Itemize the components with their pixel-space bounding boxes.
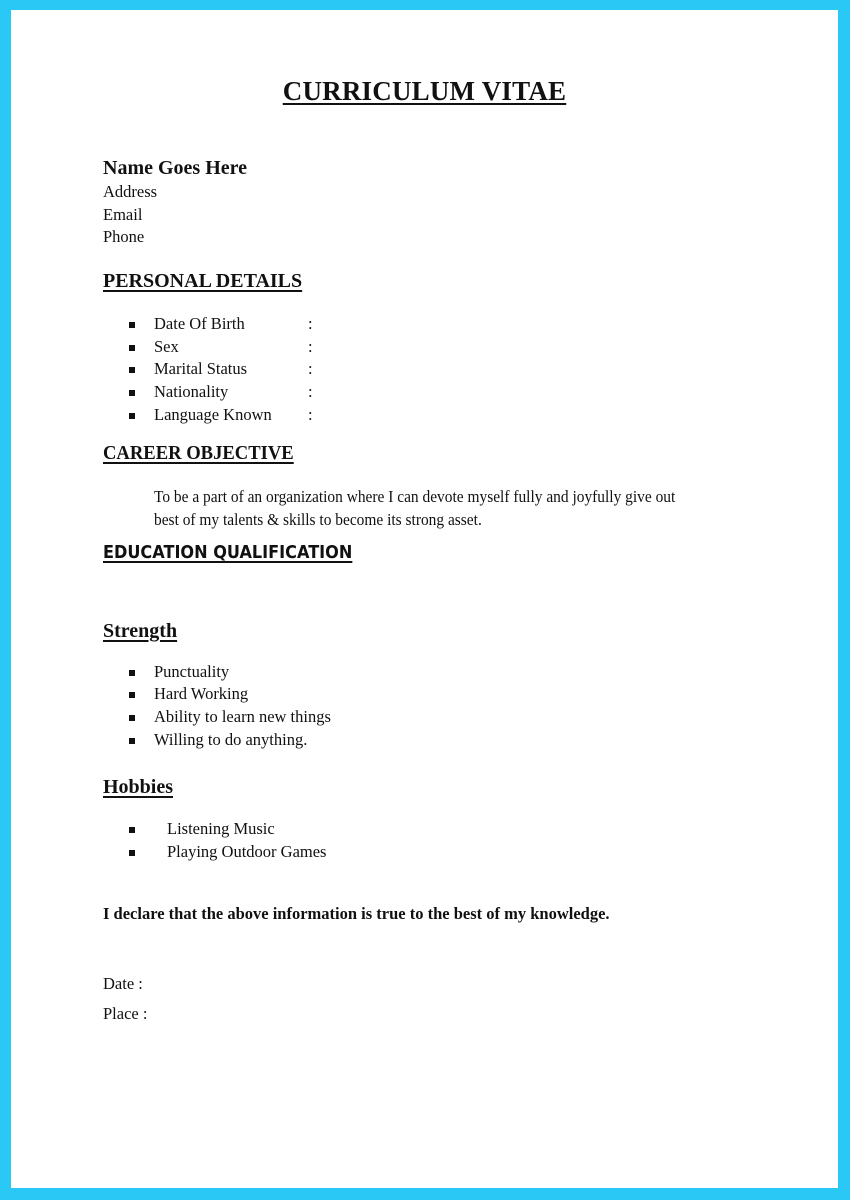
career-objective-text: [154, 485, 675, 531]
place-label: Place :: [103, 1004, 148, 1023]
square-bullet-icon: [129, 413, 135, 419]
square-bullet-icon: [129, 345, 135, 351]
square-bullet-icon: [129, 738, 135, 744]
strength-item: Punctuality: [154, 662, 230, 681]
hobbies-heading: Hobbies: [103, 776, 174, 798]
square-bullet-icon: [129, 850, 135, 856]
hobby-item: Listening Music: [167, 819, 275, 838]
detail-label: Sex: [154, 337, 179, 356]
strength-item: Hard Working: [154, 684, 249, 703]
cv-page: [11, 10, 838, 1188]
career-objective-heading: CAREER OBJECTIVE: [103, 442, 294, 464]
candidate-name: Name Goes Here: [103, 157, 248, 179]
hobby-item: Playing Outdoor Games: [167, 842, 327, 861]
detail-separator: :: [308, 405, 313, 424]
detail-separator: :: [308, 359, 313, 378]
objective-line: best of my talents & skills to become its strong asset.: [154, 510, 482, 529]
personal-details-heading: PERSONAL DETAILS: [103, 270, 303, 292]
detail-label: Marital Status: [154, 359, 248, 378]
square-bullet-icon: [129, 692, 135, 698]
square-bullet-icon: [129, 827, 135, 833]
square-bullet-icon: [129, 390, 135, 396]
contact-phone: Phone: [103, 227, 145, 246]
strength-heading: Strength: [103, 620, 178, 642]
square-bullet-icon: [129, 670, 135, 676]
detail-label: Date Of Birth: [154, 314, 245, 333]
detail-separator: :: [308, 314, 313, 333]
date-label: Date :: [103, 974, 143, 993]
declaration-text: I declare that the above information is true to the best of my knowledge.: [103, 904, 610, 923]
detail-label: Language Known: [154, 405, 272, 424]
objective-line: To be a part of an organization where I can devote myself fully and joyfully give out: [154, 487, 676, 506]
contact-address: Address: [103, 182, 158, 201]
strength-item: Ability to learn new things: [154, 707, 331, 726]
detail-label: Nationality: [154, 382, 229, 401]
square-bullet-icon: [129, 322, 135, 328]
detail-separator: :: [308, 337, 313, 356]
square-bullet-icon: [129, 367, 135, 373]
square-bullet-icon: [129, 715, 135, 721]
contact-email: Email: [103, 205, 143, 224]
education-heading: EDUCATION QUALIFICATION: [103, 543, 353, 563]
detail-separator: :: [308, 382, 313, 401]
strength-item: Willing to do anything.: [154, 730, 308, 749]
document-title: CURRICULUM VITAE: [282, 76, 567, 106]
